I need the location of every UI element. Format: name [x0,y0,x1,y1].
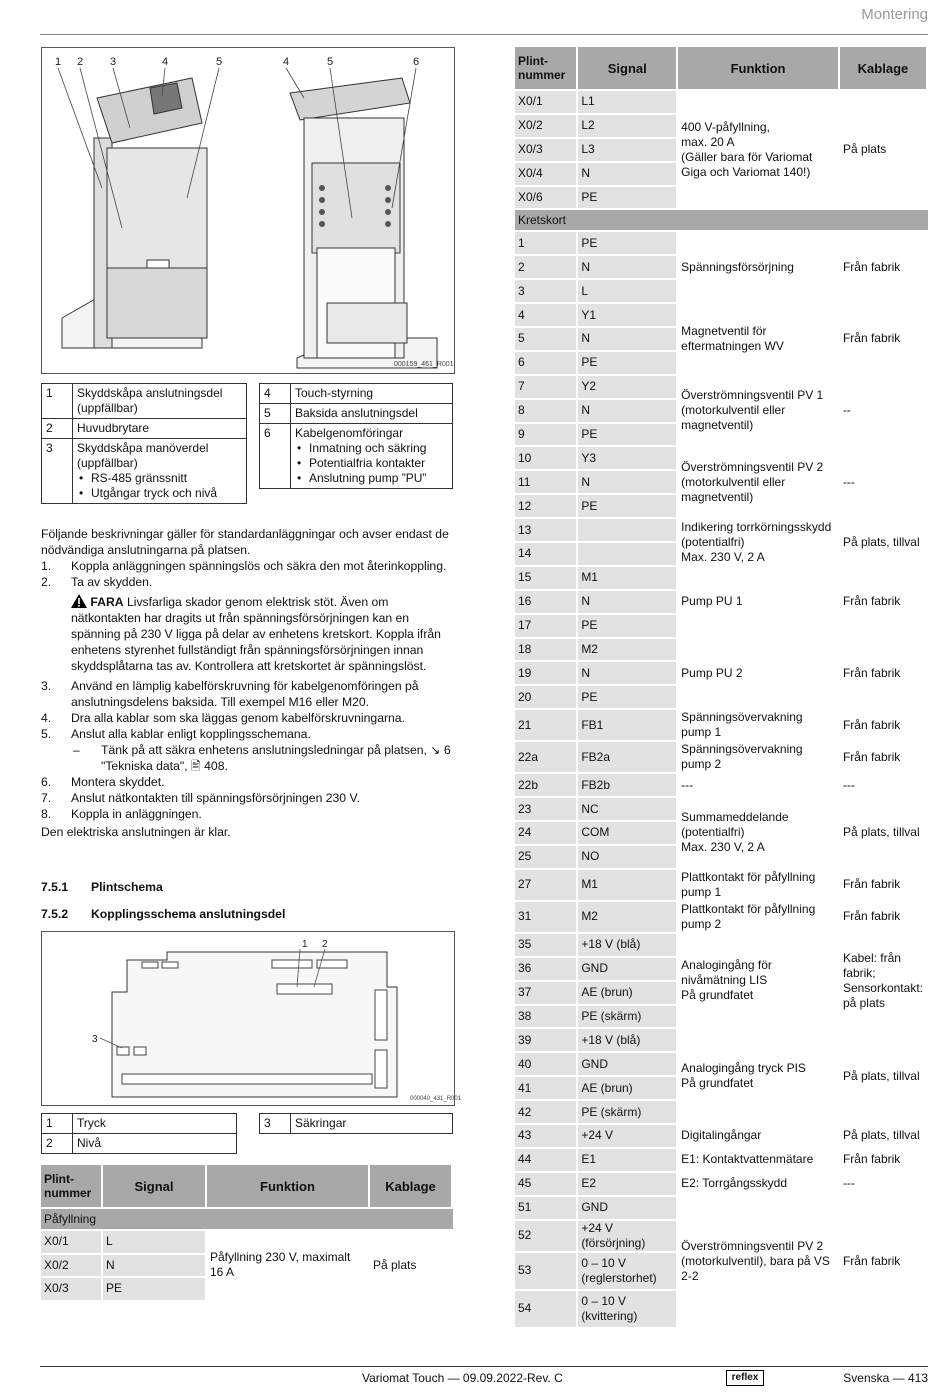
legend-row: 5 Baksida anslutningsdel [260,404,453,424]
pin-number: 1 [515,232,578,254]
pin-number: 20 [515,686,578,708]
substep: – Tänk på att säkra enhetens anslutningsledningar på platsen, ↘ 6 "Tekniska data", 🖹 408. [73,743,451,773]
pin-number: 3 [515,280,578,302]
cabling: -- [840,376,928,446]
wiring-figure [41,931,462,1106]
table-row [515,1149,928,1171]
legend-row: 2 Huvudbrytare [42,419,247,439]
table-row [515,774,928,796]
pin-number: 23 [515,798,578,820]
signal: Y3 [578,447,678,469]
callout-1: 1 [302,939,308,950]
pin-number: 35 [515,934,578,956]
table-row [515,232,928,254]
pin-number: 4 [515,304,578,326]
callout-4: 4 [162,56,169,68]
cabling: --- [840,447,928,517]
footer-page: Svenska — 413 [843,1371,928,1385]
pin-number: 2 [515,256,578,278]
table-row [515,1029,928,1051]
signal: M1 [578,567,678,589]
col-header: Funktion [207,1165,370,1207]
table-row [515,376,928,398]
cabling: På plats [840,91,928,208]
pin-number: 8 [515,400,578,422]
pin-number: X0/3 [515,139,578,161]
function: Överströmningsventil PV 1 (motorkulventil eller magnetventil) [678,376,840,446]
cabling: Från fabrik [840,1149,928,1171]
col-header: Plint- nummer [515,47,578,89]
cabling: Från fabrik [840,902,928,932]
col-header: Plint- nummer [41,1165,103,1207]
table-plintschema [515,45,928,1329]
section-7-5-1: 7.5.1 Plintschema [41,880,163,894]
pin-number: X0/1 [41,1231,103,1253]
signal: GND [578,958,678,980]
cabling: Från fabrik [840,232,928,302]
function: Spänningsförsörjning [678,232,840,302]
warning-label: FARA [90,595,124,609]
step: 2. Ta av skydden. [41,575,153,589]
circuit-board-illustration [42,932,462,1105]
table-row [515,710,928,740]
function: --- [678,774,840,796]
pin-number: 39 [515,1029,578,1051]
pin-number: 16 [515,591,578,613]
callout-1: 1 [55,56,62,68]
pin-number: 14 [515,543,578,565]
signal: Y2 [578,376,678,398]
signal: L2 [578,115,678,137]
cabling: Från fabrik [840,742,928,772]
function: Analogingång tryck PIS På grundfatet [678,1029,840,1123]
function: Indikering torrkörningsskydd (potentialfri) Max. 230 V, 2 A [678,519,840,565]
pin-number: 9 [515,424,578,446]
signal: M2 [578,902,678,932]
function: Överströmningsventil PV 2 (motorkulventil), bara på VS 2-2 [678,1197,840,1327]
pin-number: 22b [515,774,578,796]
section-7-5-2: 7.5.2 Kopplingsschema anslutningsdel [41,907,286,921]
pin-number: 54 [515,1291,578,1327]
pin-number: 41 [515,1077,578,1099]
pin-number: 38 [515,1006,578,1028]
pin-number: 52 [515,1221,578,1251]
function: Plattkontakt för påfyllning pump 2 [678,902,840,932]
signal: L [578,280,678,302]
table-section-row [515,210,928,230]
cabling: På plats, tillval [840,1029,928,1123]
cabling: Kabel: från fabrik; Sensorkontakt: på plats [840,934,928,1028]
signal: PE [578,352,678,374]
signal: PE [578,187,678,209]
callout-2: 2 [322,939,328,950]
pin-number: 7 [515,376,578,398]
pin-number: 6 [515,352,578,374]
legend-row: 3 Säkringar [260,1114,453,1134]
footer-rule [40,1366,928,1367]
pin-number: X0/4 [515,163,578,185]
signal: N [578,328,678,350]
section-header: Montering [861,6,928,23]
step: 5. Anslut alla kablar enligt kopplingsschemana. [41,727,311,741]
function: Pump PU 1 [678,567,840,637]
cabling: Från fabrik [840,1197,928,1327]
warning-icon [71,594,87,608]
table-row [515,798,928,820]
intro-text: Följande beskrivningar gäller för standardanläggningar och avser endast de nödvändiga anslutningarna på platsen. [41,527,449,557]
cabling: På plats [370,1231,453,1300]
signal: GND [578,1053,678,1075]
signal: PE (skärm) [578,1006,678,1028]
callout-3: 3 [92,1034,98,1045]
warning-text: Livsfarliga skador genom elektrisk stöt. Även om nätkontakten har dragits ut från spänningsförsörjningen kan en spänning på 230 V ligga på delar av enhetens kretskort. Koppla ifrån enhetens styrenhet fullständigt från spänningsförsörjningen innan skyddsplåtarna tas av. Kontrollera att kretskortet är spänningslöst. [71,595,441,673]
step: 1. Koppla anläggningen spänningslös och säkra den mot återinkoppling. [41,559,447,573]
warning-box [41,594,453,674]
footer-doc: Variomat Touch — 09.09.2022-Rev. C [362,1371,563,1385]
pin-number: 22a [515,742,578,772]
signal [578,519,678,541]
pin-number: 15 [515,567,578,589]
cabling: På plats, tillval [840,1125,928,1147]
signal: N [103,1255,207,1277]
legend-row: 6 Kabelgenomföringar • Inmatning och säkring • Potentialfria kontakter • Anslutning pump ”PU” [260,424,453,489]
function: Plattkontakt för påfyllning pump 1 [678,870,840,900]
table-row [515,519,928,541]
pin-number: 43 [515,1125,578,1147]
signal: L3 [578,139,678,161]
callout-3: 3 [110,56,117,68]
device-figure [41,47,455,374]
table-row [515,91,928,113]
callout-6: 6 [413,56,420,68]
pin-number: 27 [515,870,578,900]
function: Spänningsövervakning pump 2 [678,742,840,772]
signal: 0 – 10 V (kvittering) [578,1291,678,1327]
pin-number: 17 [515,615,578,637]
col-header: Signal [103,1165,207,1207]
legend-row: 1 Skyddskåpa anslutningsdel (uppfällbar) [42,384,247,419]
signal: PE [578,615,678,637]
pin-number: 11 [515,471,578,493]
table-row [515,870,928,900]
step: 7. Anslut nätkontakten till spänningsförsörjningen 230 V. [41,791,360,805]
signal: FB1 [578,710,678,740]
pin-number: 13 [515,519,578,541]
callout-4b: 4 [283,56,290,68]
pin-number: 25 [515,846,578,868]
signal: L [103,1231,207,1253]
pin-number: 40 [515,1053,578,1075]
signal: AE (brun) [578,982,678,1004]
signal: 0 – 10 V (reglerstorhet) [578,1253,678,1289]
legend2-right [259,1113,453,1134]
signal: N [578,163,678,185]
pin-number: 24 [515,822,578,844]
table-row [515,934,928,956]
legend2-left [41,1113,237,1154]
signal [578,543,678,565]
pin-number: X0/1 [515,91,578,113]
function: Digitalingångar [678,1125,840,1147]
function: E1: Kontaktvattenmätare [678,1149,840,1171]
cabling: På plats, tillval [840,798,928,868]
pin-number: X0/2 [41,1255,103,1277]
signal: M2 [578,639,678,661]
signal: M1 [578,870,678,900]
cabling: Från fabrik [840,304,928,374]
signal: FB2b [578,774,678,796]
callout-5b: 5 [327,56,334,68]
header-rule [40,34,928,35]
pin-number: 18 [515,639,578,661]
function: Pump PU 2 [678,639,840,709]
pin-number: 31 [515,902,578,932]
image-ref: 000159_461_R001 [394,361,454,368]
signal: N [578,662,678,684]
table-row [515,742,928,772]
cabling: Från fabrik [840,567,928,637]
table-row [515,639,928,661]
signal: PE [578,232,678,254]
signal: PE [103,1278,207,1300]
pin-number: X0/2 [515,115,578,137]
pin-number: 19 [515,662,578,684]
pin-number: X0/3 [41,1278,103,1300]
legend-row: 2 Nivå [42,1134,237,1154]
cabling: På plats, tillval [840,519,928,565]
table-row [41,1231,453,1253]
cabling: Från fabrik [840,710,928,740]
cabling: Från fabrik [840,639,928,709]
pin-number: 53 [515,1253,578,1289]
table-row [515,1173,928,1195]
pin-number: 5 [515,328,578,350]
signal: N [578,400,678,422]
pin-number: 37 [515,982,578,1004]
pin-number: 10 [515,447,578,469]
pin-number: X0/6 [515,187,578,209]
signal: COM [578,822,678,844]
signal: N [578,471,678,493]
callout-2: 2 [77,56,84,68]
pin-number: 51 [515,1197,578,1219]
signal: FB2a [578,742,678,772]
function: Påfyllning 230 V, maximalt 16 A [207,1231,370,1300]
function: Magnetventil för eftermatningen WV [678,304,840,374]
signal: PE [578,686,678,708]
signal: +24 V [578,1125,678,1147]
pin-number: 12 [515,495,578,517]
legend-row: 4 Touch-styrning [260,384,453,404]
table-pafyllning [41,1163,453,1302]
table-row [515,1197,928,1219]
function: 400 V-påfyllning, max. 20 A (Gäller bara för Variomat Giga och Variomat 140!) [678,91,840,208]
function: Summameddelande (potentialfri) Max. 230 V, 2 A [678,798,840,868]
function: Spänningsövervakning pump 1 [678,710,840,740]
signal: Y1 [578,304,678,326]
table-row [515,304,928,326]
signal: AE (brun) [578,1077,678,1099]
legend-row: 3 Skyddskåpa manöverdel (uppfällbar) • RS-485 gränssnitt • Utgångar tryck och nivå [42,439,247,504]
cabling: --- [840,774,928,796]
pin-number: 21 [515,710,578,740]
legend-left [41,383,247,504]
signal: L1 [578,91,678,113]
signal: +18 V (blå) [578,934,678,956]
signal: NO [578,846,678,868]
signal: N [578,256,678,278]
signal: N [578,591,678,613]
signal: PE [578,424,678,446]
section-label: Påfyllning [41,1209,453,1229]
signal: +18 V (blå) [578,1029,678,1051]
signal: GND [578,1197,678,1219]
section-label: Kretskort [515,210,928,230]
legend-row: 1 Tryck [42,1114,237,1134]
table-row [515,447,928,469]
function: E2: Torrgångsskydd [678,1173,840,1195]
table-row [515,567,928,589]
function: Analogingång för nivåmätning LIS På grundfatet [678,934,840,1028]
step: 8. Koppla in anläggningen. [41,807,202,821]
col-header: Signal [578,47,678,89]
col-header: Funktion [678,47,840,89]
cabling: --- [840,1173,928,1195]
signal: PE (skärm) [578,1101,678,1123]
table-row [515,1125,928,1147]
image-ref: 000040_431_R001 [410,1096,462,1102]
pin-number: 36 [515,958,578,980]
device-illustration [42,48,454,373]
signal: E1 [578,1149,678,1171]
col-header: Kablage [840,47,928,89]
signal: E2 [578,1173,678,1195]
signal: PE [578,495,678,517]
pin-number: 45 [515,1173,578,1195]
step: 3. Använd en lämplig kabelförskruvning för kabelgenomföringen på anslutningsdelens baksida. Till exempel M16 eller M20. [41,679,419,709]
signal: +24 V (försörjning) [578,1221,678,1251]
closing-text: Den elektriska anslutningen är klar. [41,825,231,839]
brand-logo: reflex [726,1370,764,1386]
signal: NC [578,798,678,820]
step: 6. Montera skyddet. [41,775,165,789]
pin-number: 42 [515,1101,578,1123]
callout-5: 5 [216,56,223,68]
table-section-row [41,1209,453,1229]
step: 4. Dra alla kablar som ska läggas genom kabelförskruvningarna. [41,711,405,725]
instructions [41,526,453,840]
cabling: Från fabrik [840,870,928,900]
col-header: Kablage [370,1165,453,1207]
table-row [515,902,928,932]
legend-right [259,383,453,489]
pin-number: 44 [515,1149,578,1171]
function: Överströmningsventil PV 2 (motorkulventil eller magnetventil) [678,447,840,517]
